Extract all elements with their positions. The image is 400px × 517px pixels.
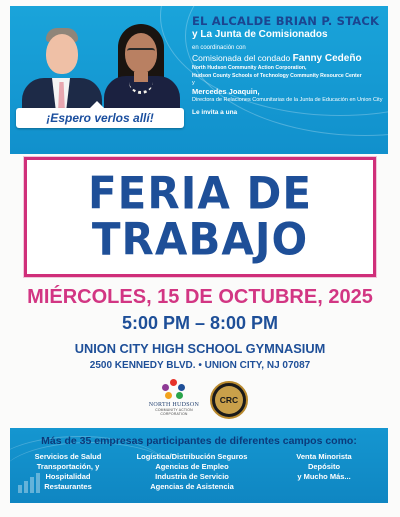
north-hudson-logo bbox=[142, 379, 206, 419]
industry-item: Transportación, y bbox=[36, 462, 100, 471]
industry-item: Venta Minorista bbox=[296, 452, 352, 461]
speech-text: ¡Espero verlos allí! bbox=[46, 111, 154, 125]
org-2: Hudson County Schools of Technology Community Resource Center bbox=[192, 73, 362, 79]
industry-item: Depósito bbox=[307, 462, 341, 471]
person-role: Directora de Relaciones Comunitarias de la Junta de Educación en Union City bbox=[192, 97, 383, 103]
mayor-line: EL ALCALDE BRIAN P. STACK bbox=[192, 14, 380, 28]
industry-item: Agencias de Asistencia bbox=[150, 482, 234, 491]
title-line-2: TRABAJO bbox=[91, 213, 309, 266]
person-name: Mercedes Joaquin, bbox=[192, 87, 260, 96]
industries-column-3 bbox=[274, 452, 374, 482]
event-details bbox=[0, 280, 400, 373]
commissioner-prefix: Comisionada del condado bbox=[192, 53, 291, 63]
coordination-note: en coordinación con bbox=[192, 45, 246, 51]
crc-logo bbox=[210, 381, 248, 419]
industries-column-2 bbox=[128, 452, 256, 492]
industry-item: Logística/Distribución Seguros bbox=[136, 452, 248, 461]
header-band bbox=[10, 6, 388, 154]
org-1: North Hudson Community Action Corporation, bbox=[192, 65, 307, 71]
hosts-block bbox=[192, 14, 388, 117]
north-hudson-sub: COMMUNITY ACTION CORPORATION bbox=[155, 408, 193, 416]
industries-heading: Más de 35 empresas participantes de diferentes campos como: bbox=[41, 435, 357, 447]
industries-band bbox=[10, 428, 388, 503]
title-line-1: FERIA DE bbox=[87, 167, 313, 220]
title-box bbox=[24, 157, 376, 277]
event-time: 5:00 PM – 8:00 PM bbox=[121, 313, 279, 333]
event-date: MIÉRCOLES, 15 DE OCTUBRE, 2025 bbox=[27, 286, 373, 308]
north-hudson-name: NORTH HUDSON bbox=[148, 402, 200, 408]
industry-item: Hospitalidad bbox=[45, 472, 91, 481]
event-venue: UNION CITY HIGH SCHOOL GYMNASIUM bbox=[74, 341, 326, 356]
invite-line: Le invita a una bbox=[192, 109, 238, 116]
industry-item: Industria de Servicio bbox=[155, 472, 229, 481]
conjunction: y bbox=[192, 80, 195, 86]
industry-item: Servicios de Salud bbox=[34, 452, 102, 461]
industry-item: y Mucho Más... bbox=[297, 472, 351, 481]
people-ring-icon bbox=[162, 379, 186, 401]
industries-column-1 bbox=[18, 452, 118, 492]
industry-item: Restaurantes bbox=[44, 482, 92, 491]
speech-bubble bbox=[16, 108, 184, 128]
board-line: y La Junta de Comisionados bbox=[192, 29, 328, 40]
commissioner-name: Fanny Cedeño bbox=[292, 53, 362, 64]
event-address: 2500 KENNEDY BLVD. • UNION CITY, NJ 07087 bbox=[89, 360, 311, 371]
industry-item: Agencias de Empleo bbox=[155, 462, 229, 471]
commissioner-line bbox=[192, 53, 388, 64]
crc-text: CRC bbox=[219, 395, 239, 405]
